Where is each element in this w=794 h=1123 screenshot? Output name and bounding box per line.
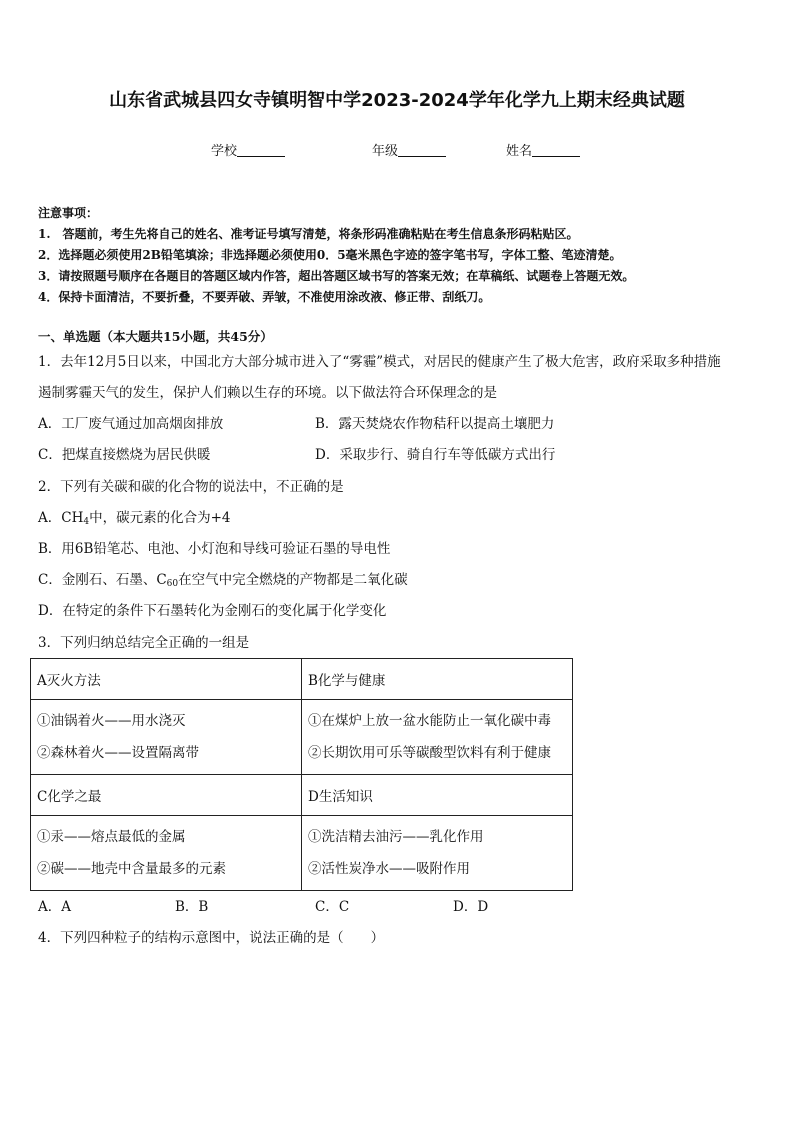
q2-option-a-text-end: 中，碳元素的化合为+4 [89,510,231,526]
q1-option-d[interactable]: D．采取步行、骑自行车等低碳方式出行 [315,447,556,463]
table-cell-a-head: A灭火方法 [31,659,302,700]
table-cell-d-body [302,816,573,891]
q2-option-a-subscript: 4 [83,517,90,527]
table-line: ①汞——熔点最低的金属 [37,829,186,845]
school-blank[interactable] [237,142,285,157]
table-cell-d-head: D生活知识 [302,775,573,816]
q3-option-d[interactable]: D．D [453,899,489,915]
notice-heading: 注意事项： [38,206,99,220]
notice-item: 1. 答题前，考生先将自己的姓名、准考证号填写清楚，将条形码准确粘贴在考生信息条形码粘贴区。 [38,227,579,241]
q2-option-c-text: C．金刚石、石墨、C [38,572,167,588]
name-field[interactable] [506,140,580,159]
grade-label: 年级 [372,144,399,159]
table-line: ②碳——地壳中含量最多的元素 [37,861,226,877]
q3-summary-table [30,658,573,891]
table-cell-a-body [31,700,302,775]
q2-option-b[interactable]: B．用6B铅笔芯、电池、小灯泡和导线可验证石墨的导电性 [38,541,391,557]
table-line: ①在煤炉上放一盆水能防止一氧化碳中毒 [308,713,551,729]
grade-blank[interactable] [398,142,446,157]
q3-option-b[interactable]: B．B [175,899,209,915]
q1-stem-line1: 1．去年12月5日以来，中国北方大部分城市进入了“雾霾”模式，对居民的健康产生了极大危害，政府采取多种措施 [38,354,721,370]
notice-item: 2．选择题必须使用2B铅笔填涂；非选择题必须使用0．5毫米黑色字迹的签字笔书写，字体工整、笔迹清楚。 [38,248,622,262]
grade-field[interactable] [372,140,446,159]
q1-option-a[interactable]: A．工厂废气通过加高烟囱排放 [38,416,224,432]
q3-stem: 3．下列归纳总结完全正确的一组是 [38,635,250,651]
q1-stem-line2: 遏制雾霾天气的发生，保护人们赖以生存的环境。以下做法符合环保理念的是 [38,385,497,401]
q2-option-a-text: A．CH [38,510,84,526]
student-info-row [0,140,794,160]
name-blank[interactable] [532,142,580,157]
q2-option-c[interactable] [38,570,408,594]
table-line: ②长期饮用可乐等碳酸型饮料有利于健康 [308,745,551,761]
q2-stem: 2．下列有关碳和碳的化合物的说法中，不正确的是 [38,479,344,495]
section-heading: 一、单选题（本大题共15小题，共45分） [38,329,273,344]
table-cell-c-head: C化学之最 [31,775,302,816]
q3-option-c[interactable]: C．C [315,899,350,915]
page-title: 山东省武城县四女寺镇明智中学2023-2024学年化学九上期末经典试题 [109,90,685,111]
table-cell-c-body [31,816,302,891]
table-line: ②活性炭净水——吸附作用 [308,861,470,877]
name-label: 姓名 [506,144,533,159]
table-cell-b-head: B化学与健康 [302,659,573,700]
school-field[interactable] [211,140,285,159]
notice-item: 4．保持卡面清洁，不要折叠，不要弄破、弄皱，不准使用涂改液、修正带、刮纸刀。 [38,290,491,304]
q2-option-c-subscript: 60 [166,579,179,589]
q4-stem: 4．下列四种粒子的结构示意图中，说法正确的是（ ） [38,930,385,946]
notice-item: 3．请按照题号顺序在各题目的答题区域内作答，超出答题区域书写的答案无效；在草稿纸、试题卷上答题无效。 [38,269,635,283]
table-line: ②森林着火——设置隔离带 [37,745,199,761]
q1-option-c[interactable]: C．把煤直接燃烧为居民供暖 [38,447,211,463]
q2-option-d[interactable]: D．在特定的条件下石墨转化为金刚石的变化属于化学变化 [38,603,387,619]
q3-option-a[interactable]: A．A [38,899,71,915]
table-line: ①洗洁精去油污——乳化作用 [308,829,484,845]
q1-option-b[interactable]: B．露天焚烧农作物秸秆以提高土壤肥力 [315,416,555,432]
table-cell-b-body [302,700,573,775]
q2-option-a[interactable] [38,508,231,532]
notice-block [38,203,634,308]
table-line: ①油锅着火——用水浇灭 [37,713,186,729]
q2-option-c-text-end: 在空气中完全燃烧的产物都是二氧化碳 [178,572,408,588]
school-label: 学校 [211,144,238,159]
